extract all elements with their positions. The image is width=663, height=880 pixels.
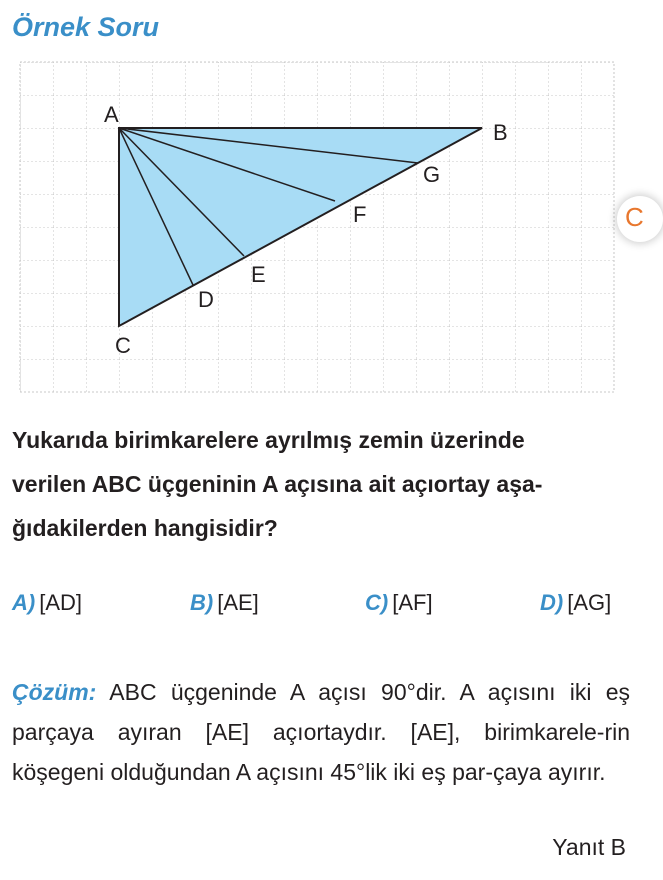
triangle-figure <box>0 0 640 400</box>
option-letter: B) <box>190 590 214 615</box>
option-letter: D) <box>540 590 564 615</box>
question-line: Yukarıda birimkarelere ayrılmış zemin üzerinde <box>12 427 525 453</box>
option-d[interactable] <box>540 590 611 616</box>
solution-text: ABC üçgeninde A açısı 90°dir. A açısını iki eş parçaya ayıran [AE] açıortaydır. [AE], birimkarele-rin köşegeni olduğundan A açısını 45°lik iki eş par-çaya ayırır. <box>12 679 631 785</box>
question-text <box>12 418 632 550</box>
option-c[interactable] <box>365 590 433 616</box>
option-text: [AE] <box>217 590 259 615</box>
side-tab-letter: C <box>625 202 644 232</box>
point-label-a: A <box>104 102 119 127</box>
point-label-f: F <box>353 202 367 227</box>
option-text: [AF] <box>392 590 433 615</box>
option-letter: C) <box>365 590 389 615</box>
point-label-b: B <box>493 120 508 145</box>
page-title: Örnek Soru <box>12 12 160 42</box>
point-label-c: C <box>115 333 131 358</box>
solution-label: Çözüm: <box>12 679 97 705</box>
option-a[interactable] <box>12 590 82 616</box>
option-b[interactable] <box>190 590 259 616</box>
side-tab-marker[interactable] <box>617 196 663 242</box>
option-text: [AG] <box>567 590 612 615</box>
answer-options <box>12 590 628 624</box>
point-label-g: G <box>423 162 441 187</box>
option-text: [AD] <box>39 590 83 615</box>
option-letter: A) <box>12 590 36 615</box>
solution-block <box>12 672 630 792</box>
point-label-e: E <box>251 262 266 287</box>
question-line: verilen ABC üçgeninin A açısına ait açıortay aşa- <box>12 471 543 497</box>
answer-text: Yanıt B <box>552 834 626 860</box>
point-label-d: D <box>198 287 214 312</box>
question-line: ğıdakilerden hangisidir? <box>12 515 278 541</box>
